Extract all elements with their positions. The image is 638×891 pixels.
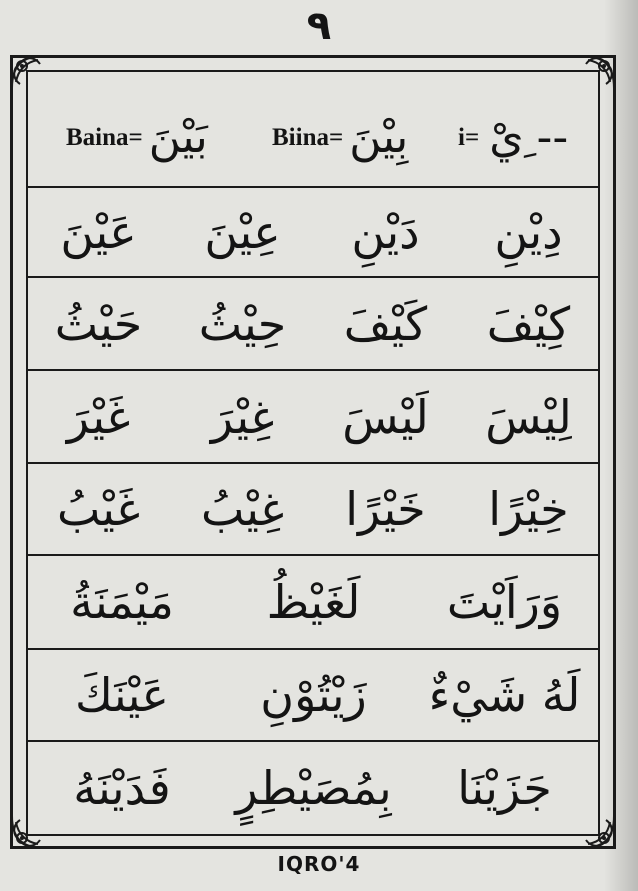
book-footer: IQRO'4 [277, 852, 361, 876]
arabic-word: عِيْنَ [204, 205, 281, 259]
arabic-word: جَزَيْنَا [457, 761, 552, 815]
corner-ornament-icon [578, 52, 618, 92]
arabic-word: لَغَيْظُ [266, 575, 361, 629]
arabic-word: كَيْفَ [343, 296, 428, 351]
arabic-word: فَدَيْنَهُ [73, 761, 171, 815]
arabic-word: عَيْنَ [60, 205, 137, 259]
arabic-word: لَهُ شَيْءٌ [428, 668, 581, 722]
header-arabic-word: -- ِيْ [489, 112, 569, 163]
header-item-baina [66, 90, 208, 186]
arabic-word: عَيْنَكَ [75, 668, 169, 722]
arabic-word: غَيْرَ [66, 389, 131, 444]
header-item-i [458, 90, 568, 186]
page-number: ٩ [306, 3, 332, 49]
arabic-word: وَرَاَيْتَ [446, 575, 563, 629]
arabic-word: زَيْتُوْنِ [260, 668, 367, 722]
header-arabic-word: بِيْنَ [349, 112, 409, 163]
word-row [26, 371, 600, 462]
arabic-word: حِيْثُ [198, 296, 287, 351]
word-row [26, 278, 600, 369]
header-arabic-word: بَيْنَ [148, 112, 208, 163]
header-row [26, 90, 600, 186]
arabic-word: كِيْفَ [486, 296, 571, 351]
arabic-word: غِيْبُ [200, 482, 285, 536]
word-row [26, 742, 600, 834]
arabic-word: لَيْسَ [342, 389, 429, 444]
arabic-word: دَيْنِ [351, 205, 420, 259]
arabic-word: حَيْثُ [54, 296, 143, 351]
arabic-word: مَيْمَنَةُ [70, 575, 174, 629]
word-row [26, 556, 600, 648]
header-latin-label: i= [458, 124, 480, 151]
header-latin-label: Biina= [272, 124, 344, 151]
corner-ornament-icon [8, 52, 48, 92]
word-row [26, 464, 600, 554]
arabic-word: خِيْرًا [488, 482, 569, 536]
arabic-word: غَيْبُ [56, 482, 141, 536]
word-row [26, 188, 600, 276]
arabic-word: غِيْرَ [210, 389, 275, 444]
arabic-word: لِيْسَ [485, 389, 572, 444]
header-item-biina [272, 90, 408, 186]
arabic-word: دِيْنِ [494, 205, 563, 259]
arabic-word: خَيْرًا [345, 482, 426, 536]
arabic-word: بِمُصَيْطِرٍ [235, 761, 392, 815]
word-row [26, 650, 600, 740]
header-latin-label: Baina= [66, 124, 143, 151]
